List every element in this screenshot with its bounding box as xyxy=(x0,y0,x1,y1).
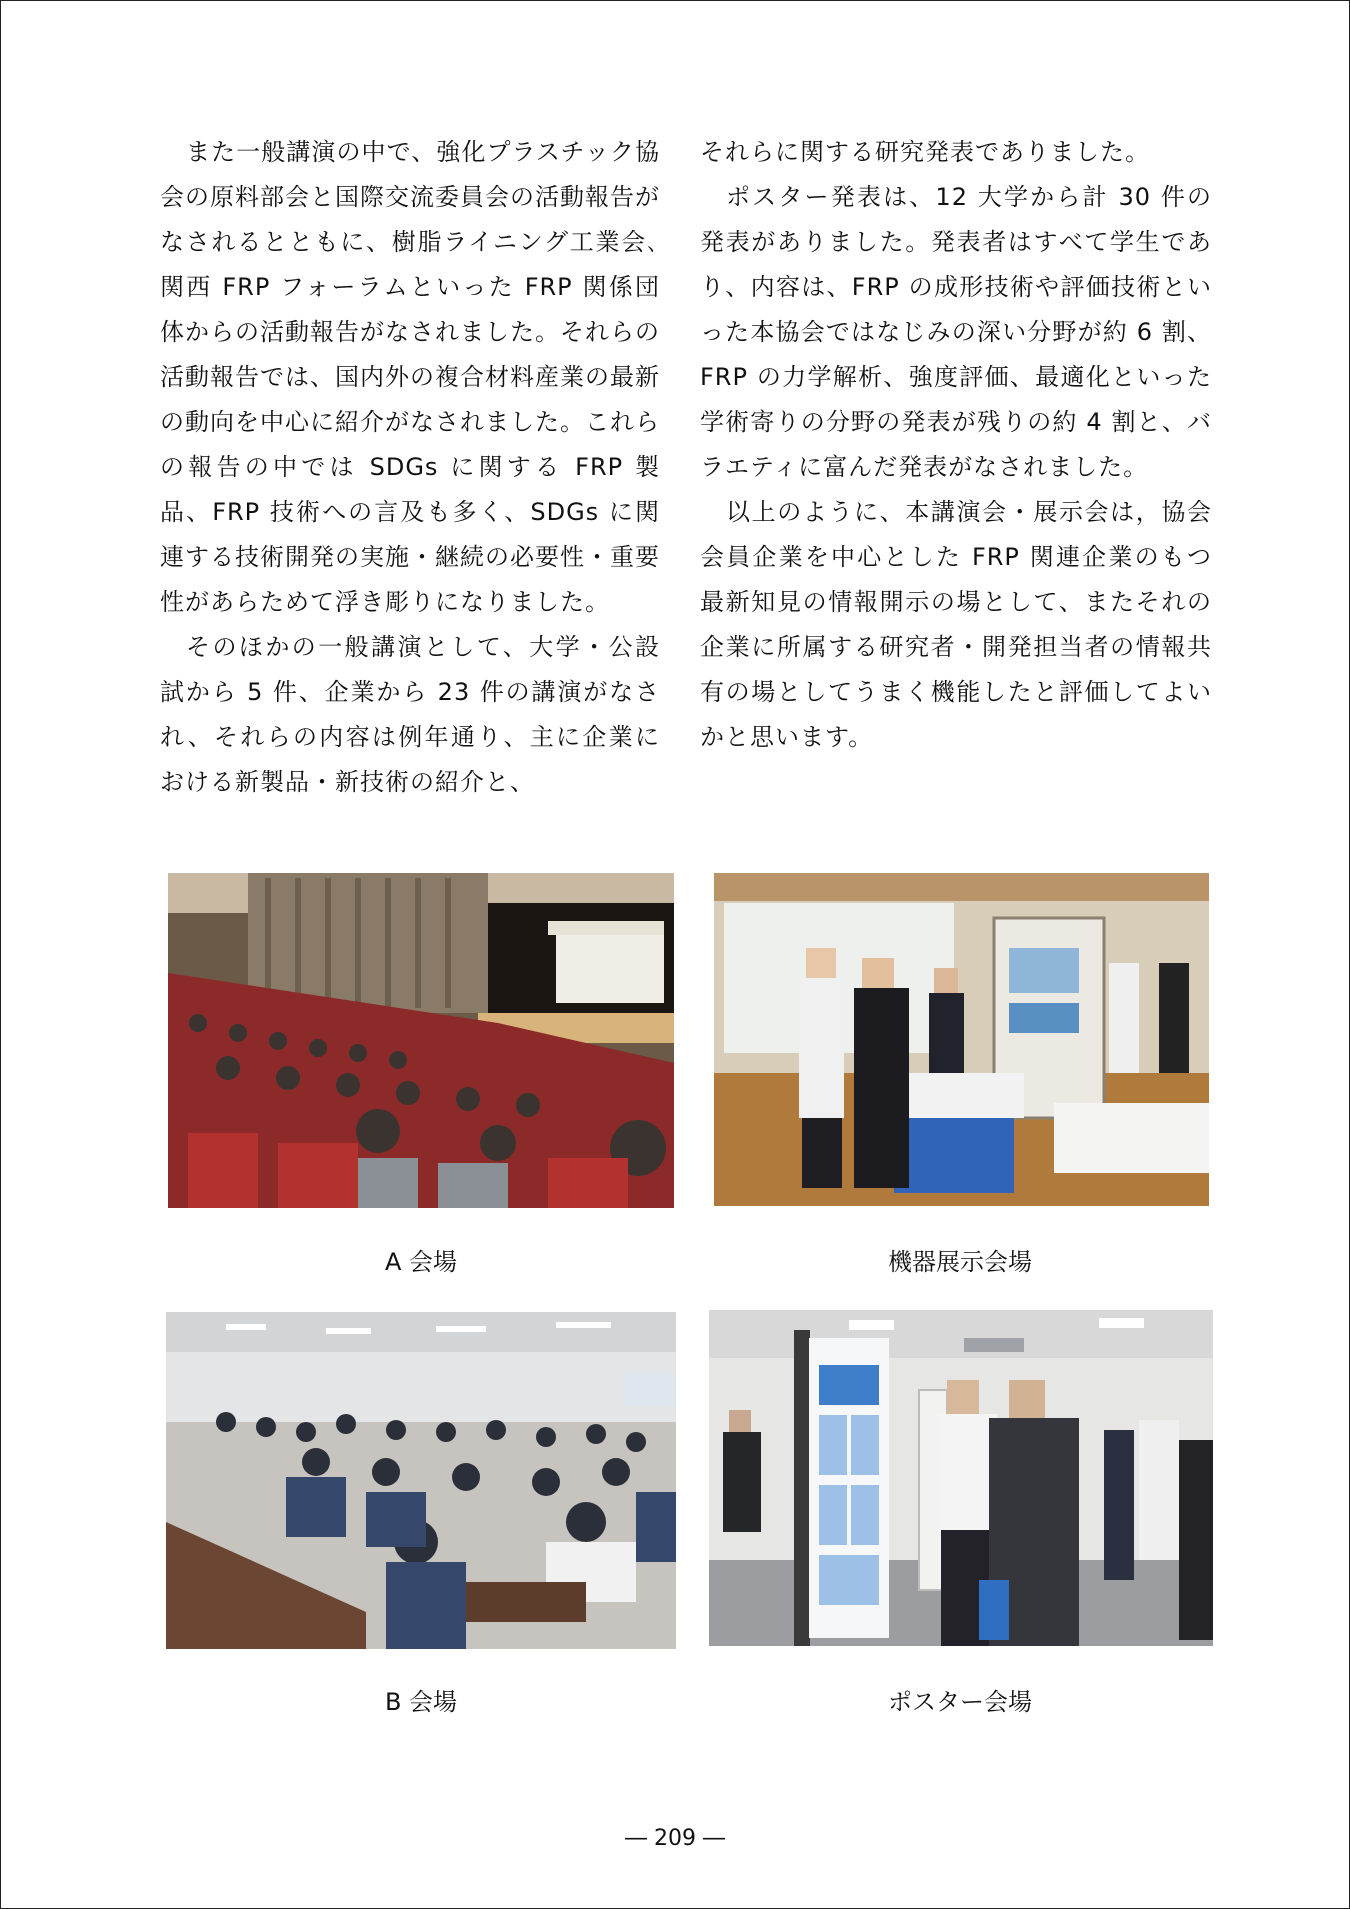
photo-caption: 機器展示会場 xyxy=(888,1248,1032,1276)
hall-b-photo xyxy=(166,1312,676,1649)
photo-caption: B 会場 xyxy=(384,1688,458,1716)
photo-caption: A 会場 xyxy=(384,1248,458,1276)
body-paragraph: そのほかの一般講演として、大学・公設試から 5 件、企業から 23 件の講演がなされ、それらの内容は例年通り、主に企業における新製品・新技術の紹介と、 xyxy=(160,633,660,796)
hall-a-photo xyxy=(168,873,674,1208)
body-paragraph: また一般講演の中で、強化プラスチック協会の原料部会と国際交流委員会の活動報告がなされるとともに、樹脂ライニング工業会､関西 FRP フォーラムといった FRP 関係団体からの活動報告がなされました。それらの活動報告では、国内外の複合材料産業の最新の動向を中心に紹介がなされました。これらの報告の中では SDGs に関する FRP 製品、FRP 技術への言及も多く、SDGs に関連する技術開発の実施・継続の必要性・重要性があらためて浮き彫りになりました。 xyxy=(160,138,660,616)
body-paragraph: それらに関する研究発表でありました。 xyxy=(700,138,1150,166)
exhibition-hall-photo xyxy=(714,873,1209,1206)
poster-hall-photo xyxy=(709,1310,1213,1646)
body-paragraph: 以上のように、本講演会・展示会は，協会会員企業を中心とした FRP 関連企業のもつ最新知見の情報開示の場として、またそれの企業に所属する研究者・開発担当者の情報共有の場としてうまく機能したと評価してよいかと思います。 xyxy=(700,498,1212,751)
page-number: ― 209 ― xyxy=(625,1826,725,1851)
left-text-column xyxy=(160,130,660,805)
photo-caption: ポスター会場 xyxy=(888,1688,1032,1716)
right-text-column xyxy=(700,130,1212,760)
body-paragraph: ポスター発表は、12 大学から計 30 件の発表がありました。発表者はすべて学生であり、内容は、FRP の成形技術や評価技術といった本協会ではなじみの深い分野が約 6 割、FRP の力学解析、強度評価、最適化といった学術寄りの分野の発表が残りの約 4 割と、バラエティに富んだ発表がなされました。 xyxy=(700,183,1212,481)
